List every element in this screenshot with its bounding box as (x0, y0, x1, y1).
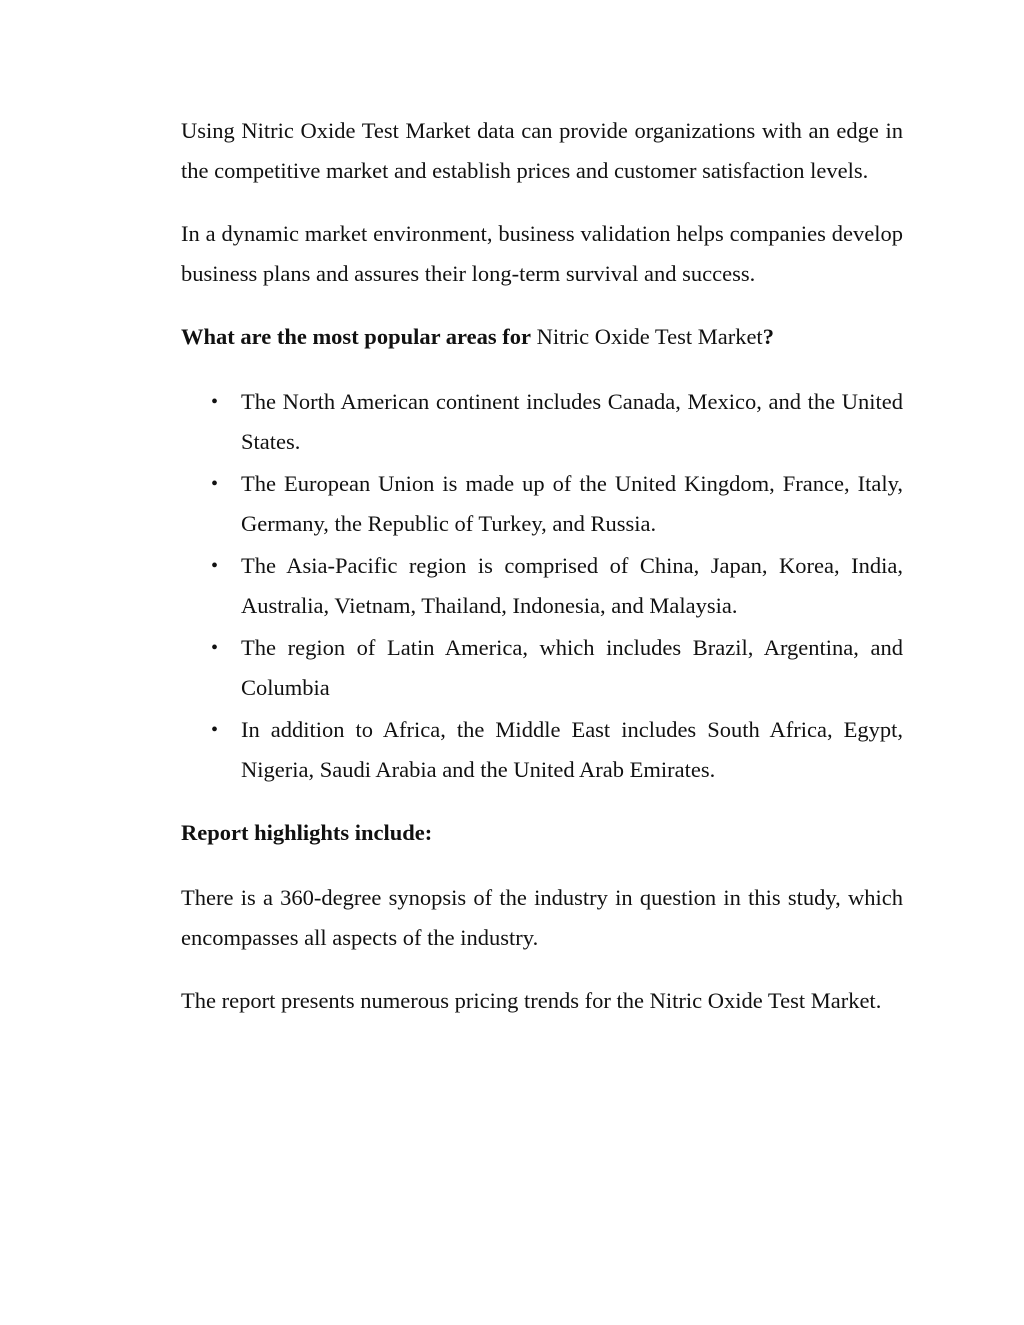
bullet-icon: • (211, 473, 219, 495)
areas-heading-bold: What are the most popular areas for (181, 324, 531, 349)
areas-heading (181, 317, 903, 357)
highlights-heading-text: Report highlights include: (181, 820, 433, 845)
list-item-text: The European Union is made up of the United Kingdom, France, Italy, Germany, the Republic of Turkey, and Russia. (241, 471, 903, 536)
document-page (181, 111, 903, 1044)
validation-paragraph: In a dynamic market environment, business validation helps companies develop business plans and assures their long-term survival and success. (181, 221, 903, 286)
areas-heading-market-name: Nitric Oxide Test Market (530, 324, 763, 349)
bullet-icon: • (211, 637, 219, 659)
list-item-europe (181, 464, 903, 544)
bullet-icon: • (211, 719, 219, 741)
list-item-text: The Asia-Pacific region is comprised of China, Japan, Korea, India, Australia, Vietnam, Thailand, Indonesia, and Malaysia. (241, 553, 903, 618)
list-item-text: The North American continent includes Canada, Mexico, and the United States. (241, 389, 903, 454)
intro-paragraph: Using Nitric Oxide Test Market data can provide organizations with an edge in the competitive market and establish prices and customer satisfaction levels. (181, 118, 903, 183)
list-item-text: In addition to Africa, the Middle East includes South Africa, Egypt, Nigeria, Saudi Arabia and the United Arab Emirates. (241, 717, 903, 782)
list-item-middle-east-africa (181, 710, 903, 790)
list-item-text: The region of Latin America, which includes Brazil, Argentina, and Columbia (241, 635, 903, 700)
list-item-latin-america (181, 628, 903, 708)
highlights-heading (181, 813, 903, 853)
list-item-asia-pacific (181, 546, 903, 626)
bullet-icon: • (211, 555, 219, 577)
regions-list (181, 382, 903, 790)
list-item-north-america (181, 382, 903, 462)
pricing-paragraph: The report presents numerous pricing trends for the Nitric Oxide Test Market. (181, 988, 882, 1013)
areas-heading-question-mark: ? (762, 324, 774, 349)
synopsis-paragraph: There is a 360-degree synopsis of the industry in question in this study, which encompasses all aspects of the industry. (181, 885, 903, 950)
bullet-icon: • (211, 391, 219, 413)
